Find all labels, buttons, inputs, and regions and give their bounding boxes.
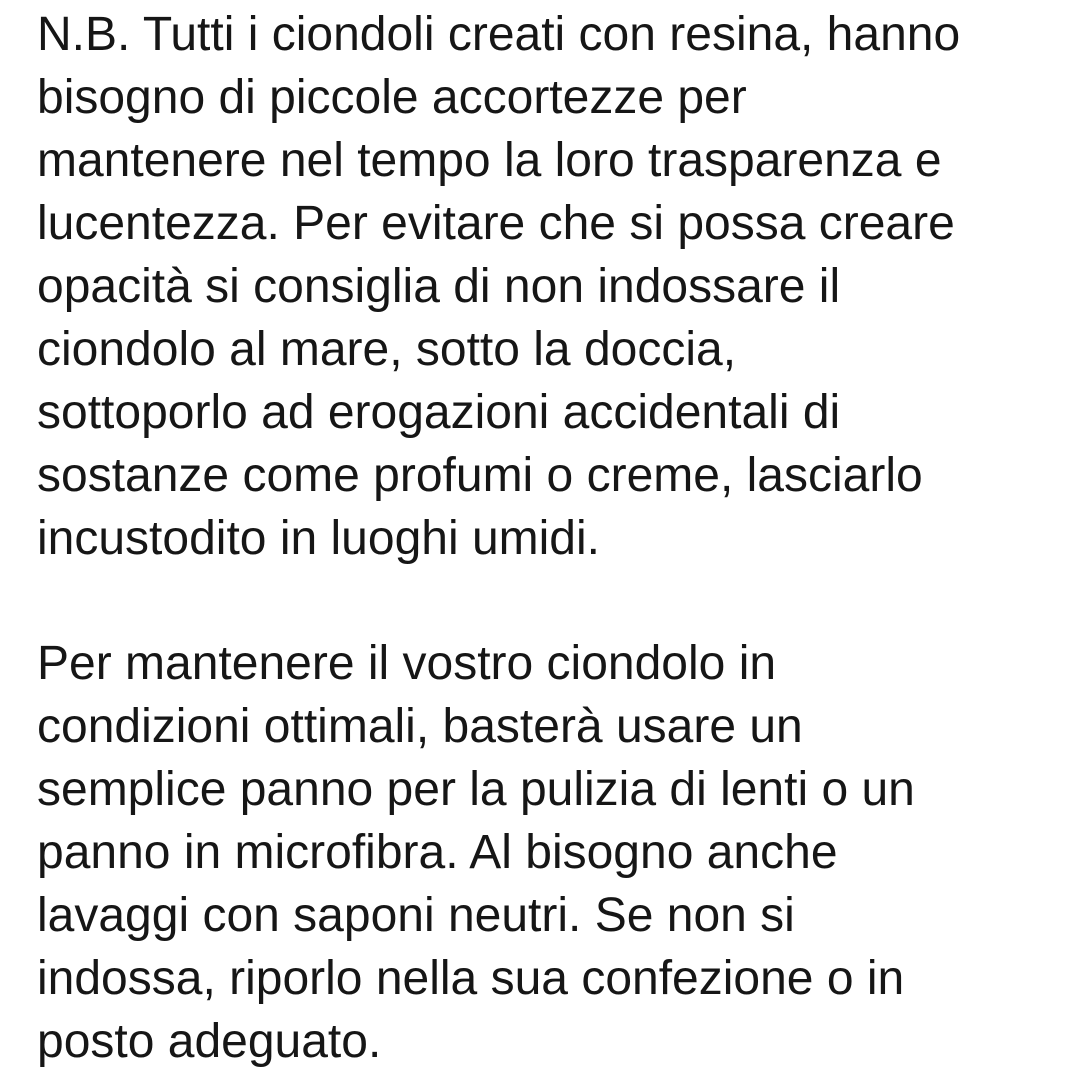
text-line: sottoporlo ad erogazioni accidentali di bbox=[37, 386, 841, 439]
text-line: panno in microfibra. Al bisogno anche bbox=[37, 826, 838, 879]
text-line: opacità si consiglia di non indossare il bbox=[37, 260, 841, 313]
text-line: indossa, riporlo nella sua confezione o in bbox=[37, 952, 905, 1005]
care-maintenance-paragraph bbox=[37, 632, 1040, 1073]
text-line: N.B. Tutti i ciondoli creati con resina, hanno bbox=[37, 8, 961, 61]
text-line: posto adeguato. bbox=[37, 1015, 382, 1068]
text-line: bisogno di piccole accortezze per bbox=[37, 71, 747, 124]
text-line: ciondolo al mare, sotto la doccia, bbox=[37, 323, 737, 376]
text-line: sostanze come profumi o creme, lasciarlo bbox=[37, 449, 923, 502]
text-line: Per mantenere il vostro ciondolo in bbox=[37, 637, 777, 690]
text-line: mantenere nel tempo la loro trasparenza e bbox=[37, 134, 942, 187]
text-line: lucentezza. Per evitare che si possa creare bbox=[37, 197, 955, 250]
care-warning-paragraph bbox=[37, 3, 1040, 570]
text-line: lavaggi con saponi neutri. Se non si bbox=[37, 889, 795, 942]
text-line: semplice panno per la pulizia di lenti o un bbox=[37, 763, 915, 816]
text-line: condizioni ottimali, basterà usare un bbox=[37, 700, 803, 753]
text-line: incustodito in luoghi umidi. bbox=[37, 512, 600, 565]
